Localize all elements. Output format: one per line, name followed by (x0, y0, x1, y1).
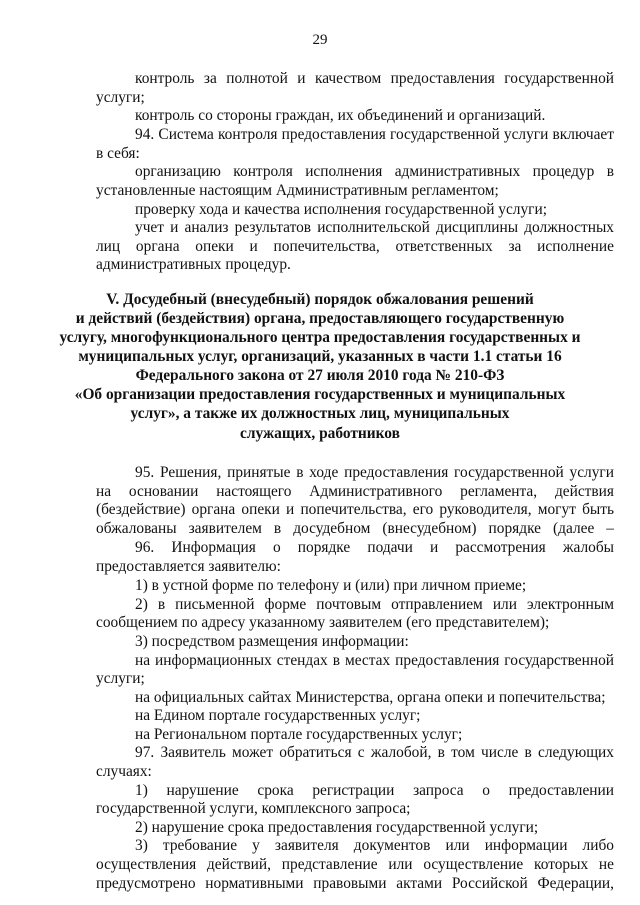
section-heading-line: «Об организации предоставления государственных и муниципальных (74, 386, 566, 404)
text-line: на информационных стендах в местах предоставления государственной (135, 651, 614, 669)
text-line: лиц органа опеки и попечительства, ответственных за исполнение (96, 238, 614, 256)
section-heading-line: V. Досудебный (внесудебный) порядок обжалования решений (106, 291, 534, 309)
text-line: предусмотрено нормативными правовыми актами Российской Федерации, (96, 874, 614, 892)
text-line: сообщением по адресу указанному заявителем (его представителем); (96, 613, 550, 631)
text-line: (бездействие) органа опеки и попечительства, его руководителя, могут быть (96, 501, 614, 519)
text-line: 94. Система контроля предоставления государственной услуги включает (135, 126, 614, 144)
text-line: 3) посредством размещения информации: (135, 632, 409, 650)
text-line: проверку хода и качества исполнения государственной услуги; (135, 201, 548, 219)
text-line: 96. Информация о порядке подачи и рассмотрения жалобы (135, 539, 614, 557)
text-line: 3) требование у заявителя документов или информации либо (135, 836, 614, 854)
text-line: контроль со стороны граждан, их объединений и организаций. (135, 107, 546, 125)
section-heading-line: Федерального закона от 27 июля 2010 года № 210-ФЗ (135, 367, 505, 385)
text-line: государственной услуги, комплексного запроса; (96, 799, 411, 817)
text-line: установленные настоящим Административным регламентом; (96, 182, 499, 200)
text-line: на Региональном портале государственных услуг; (135, 725, 463, 743)
text-line: 97. Заявитель может обратиться с жалобой, в том числе в следующих (135, 743, 614, 761)
text-line: 1) нарушение срока регистрации запроса о предоставлении (135, 781, 614, 799)
text-line: на официальных сайтах Министерства, органа опеки и попечительства; (135, 688, 606, 706)
text-line: 2) в письменной форме почтовым отправлением или электронным (135, 595, 614, 613)
text-line: контроль за полнотой и качеством предоставления государственной (135, 70, 614, 87)
page-number: 29 (312, 32, 328, 48)
text-line: услуги; (96, 669, 145, 687)
text-line: 1) в устной форме по телефону и (или) при личном приеме; (135, 576, 527, 594)
section-heading-line: и действий (бездействия) органа, предоставляющего государственную (75, 310, 565, 328)
text-line: предоставляется заявителю: (96, 557, 281, 575)
text-line: услуги; (96, 89, 145, 106)
text-line: на основании настоящего Административного регламента, действия (96, 483, 614, 501)
text-line: в себя: (96, 145, 140, 163)
text-line: осуществления действий, представление или осуществление которых не (96, 855, 614, 873)
text-line: организацию контроля исполнения административных процедур в (135, 163, 614, 181)
text-line: 95. Решения, принятые в ходе предоставления государственной услуги (135, 464, 614, 482)
section-heading-line: услугу, многофункционального центра предоставления государственных и (59, 329, 581, 347)
section-heading-line: услуг», а также их должностных лиц, муниципальных (130, 405, 510, 423)
text-line: учет и анализ результатов исполнительской дисциплины должностных (135, 219, 614, 237)
text-line: на Едином портале государственных услуг; (135, 706, 421, 724)
section-heading-line: служащих, работников (240, 424, 400, 442)
section-heading-line: муниципальных услуг, организаций, указанных в части 1.1 статьи 16 (78, 348, 562, 366)
text-line: административных процедур. (96, 256, 291, 274)
text-line: 2) нарушение срока предоставления государственной услуги; (135, 818, 539, 836)
text-line: случаях: (96, 762, 152, 780)
text-line: обжалованы заявителем в досудебном (внесудебном) порядке (далее – (96, 520, 614, 538)
